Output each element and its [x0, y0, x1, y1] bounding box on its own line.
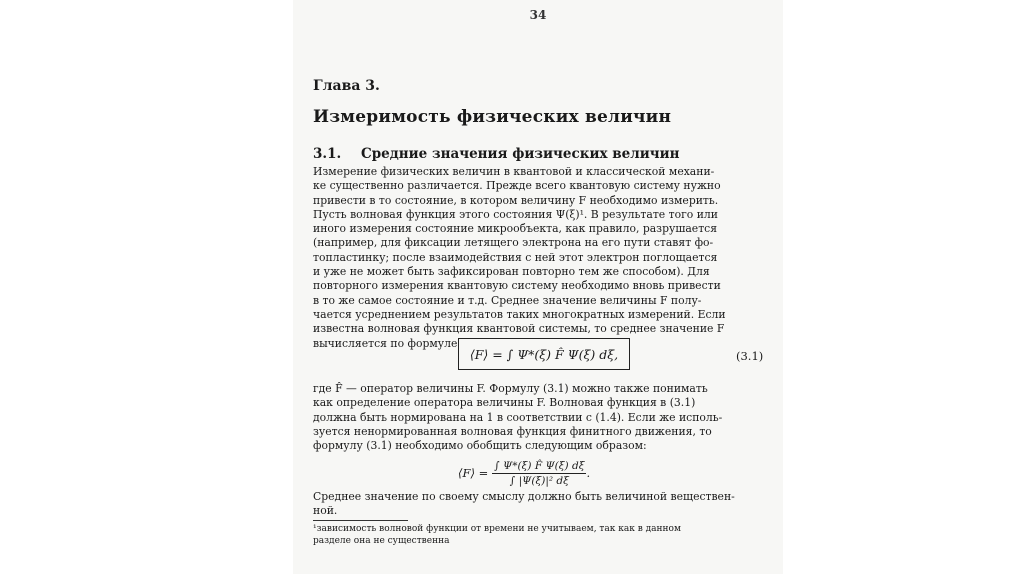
- footnote-line: разделе она не существенна: [313, 536, 450, 546]
- text-line: формулу (3.1) необходимо обобщить следующим образом:: [313, 439, 647, 453]
- text-line: топластинку; после взаимодействия с ней этот электрон поглощается: [313, 250, 718, 264]
- text-line: где F̂ — оператор величины F. Формулу (3.1) можно также понимать: [313, 382, 708, 395]
- formula-3-1: ⟨F⟩ = ∫ Ψ*(ξ) F̂ Ψ(ξ) dξ,: [469, 346, 619, 362]
- text-line: как определение оператора величины F. Волновая функция в (3.1): [313, 396, 696, 410]
- text-line: (например, для фиксации летящего электрона на его пути ставят фо-: [313, 236, 714, 250]
- paragraph-3: [313, 490, 766, 519]
- footnote: [313, 523, 768, 547]
- formula-numerator: ∫ Ψ*(ξ) F̂ Ψ(ξ) dξ: [494, 459, 585, 472]
- text-line: известна волновая функция квантовой системы, то среднее значение F: [313, 322, 725, 336]
- text-line: привести в то состояние, в котором величину F необходимо измерить.: [313, 193, 719, 207]
- text-line: ной.: [313, 504, 338, 518]
- text-line: Среднее значение по своему смыслу должно быть величиной веществен-: [313, 490, 735, 503]
- formula-tail: .: [586, 466, 591, 480]
- text-line: Измерение физических величин в квантовой и классической механи-: [313, 165, 715, 178]
- book-page: [293, 0, 783, 574]
- text-line: Пусть волновая функция этого состояния Ψ(ξ)¹. В результате того или: [313, 207, 718, 221]
- chapter-title: Измеримость физических величин: [313, 107, 672, 127]
- section-heading: [313, 146, 680, 162]
- chapter-label: Глава 3.: [313, 78, 380, 94]
- text-line: чается усреднением результатов таких многократных измерений. Если: [313, 307, 726, 321]
- text-line: вычисляется по формуле: [313, 336, 458, 350]
- formula-3-1-box: [458, 338, 630, 370]
- text-line: ке существенно различается. Прежде всего квантовую систему нужно: [313, 179, 721, 193]
- page-number: 34: [529, 8, 547, 22]
- text-line: и уже не может быть зафиксирован повторно тем же способом). Для: [313, 265, 710, 279]
- footnote-line: ¹зависимость волновой функции от времени не учитываем, так как в данном: [313, 524, 681, 534]
- formula-denominator: ∫ |Ψ(ξ)|² dξ: [509, 474, 569, 487]
- footnote-divider: [313, 520, 408, 521]
- text-line: в то же самое состояние и т.д. Среднее значение величины F полу-: [313, 293, 702, 307]
- section-title: Средние значения физических величин: [361, 146, 680, 162]
- equation-number: (3.1): [736, 349, 764, 363]
- text-line: должна быть нормирована на 1 в соответствии с (1.4). Если же исполь-: [313, 410, 723, 424]
- section-number: 3.1.: [313, 146, 342, 162]
- formula-fraction: [492, 460, 586, 487]
- formula-normalized-average: [458, 456, 628, 490]
- text-line: зуется ненормированная волновая функция финитного движения, то: [313, 424, 712, 438]
- paragraph-2: [313, 382, 766, 453]
- paragraph-1: [313, 165, 766, 351]
- formula-lhs: ⟨F⟩ =: [458, 466, 489, 480]
- text-line: повторного измерения квантовую систему необходимо вновь привести: [313, 279, 721, 293]
- text-line: иного измерения состояние микрообъекта, как правило, разрушается: [313, 222, 718, 236]
